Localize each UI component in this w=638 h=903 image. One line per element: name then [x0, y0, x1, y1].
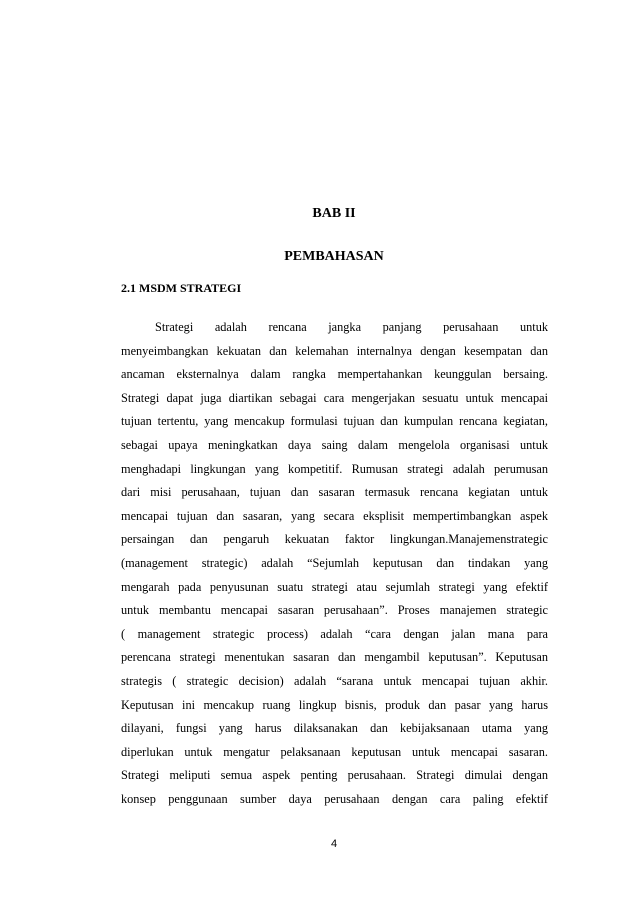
paragraph-line: untuk membantu mencapai sasaran perusahaan”. Proses manajemen strategic — [121, 603, 548, 618]
paragraph-line: perencana strategi menentukan sasaran dan mengambil keputusan”. Keputusan — [121, 650, 548, 665]
paragraph-line: konsep penggunaan sumber daya perusahaan dengan cara paling efektif — [121, 791, 548, 806]
paragraph-line: Strategi dapat juga diartikan sebagai cara mengerjakan sesuatu untuk mencapai — [121, 390, 548, 405]
paragraph-line: tujuan tertentu, yang mencakup formulasi tujuan dan kumpulan rencana kegiatan, — [121, 414, 548, 429]
chapter-number: BAB II — [312, 206, 356, 221]
paragraph-line: mengarah pada penyusunan suatu strategi atau sejumlah strategi yang efektif — [121, 579, 548, 594]
paragraph-line: (management strategic) adalah “Sejumlah keputusan dan tindakan yang — [121, 555, 548, 570]
paragraph-line: Strategi meliputi semua aspek penting perusahaan. Strategi dimulai dengan — [121, 768, 548, 783]
chapter-title: PEMBAHASAN — [284, 249, 384, 264]
paragraph-line: mencapai tujuan dan sasaran, yang secara eksplisit mempertimbangkan aspek — [121, 508, 548, 523]
paragraph-line: diperlukan untuk mengatur pelaksanaan keputusan untuk mencapai sasaran. — [121, 744, 548, 759]
paragraph-line: Keputusan ini mencakup ruang lingkup bisnis, produk dan pasar yang harus — [121, 697, 548, 712]
paragraph-line: Strategi adalah rencana jangka panjang perusahaan untuk — [155, 320, 548, 334]
paragraph-line: ( management strategic process) adalah “cara dengan jalan mana para — [121, 626, 548, 641]
paragraph-line: menghadapi lingkungan yang kompetitif. Rumusan strategi adalah perumusan — [121, 461, 548, 476]
paragraph-line: persaingan dan pengaruh kekuatan faktor lingkungan.Manajemenstrategic — [121, 532, 548, 547]
body-paragraph — [121, 316, 548, 811]
paragraph-line: sebagai upaya meningkatkan daya saing dalam mengelola organisasi untuk — [121, 437, 548, 452]
paragraph-line: ancaman eksternalnya dalam rangka mempertahankan keunggulan bersaing. — [121, 367, 548, 382]
paragraph-line: dilayani, fungsi yang harus dilaksanakan dan kebijaksanaan utama yang — [121, 721, 548, 736]
paragraph-line: dari misi perusahaan, tujuan dan sasaran termasuk rencana kegiatan untuk — [121, 485, 548, 500]
paragraph-line: menyeimbangkan kekuatan dan kelemahan internalnya dengan kesempatan dan — [121, 343, 548, 358]
page-number: 4 — [330, 838, 338, 850]
paragraph-line: strategis ( strategic decision) adalah “sarana untuk mencapai tujuan akhir. — [121, 673, 548, 688]
section-heading: 2.1 MSDM STRATEGI — [121, 281, 242, 295]
